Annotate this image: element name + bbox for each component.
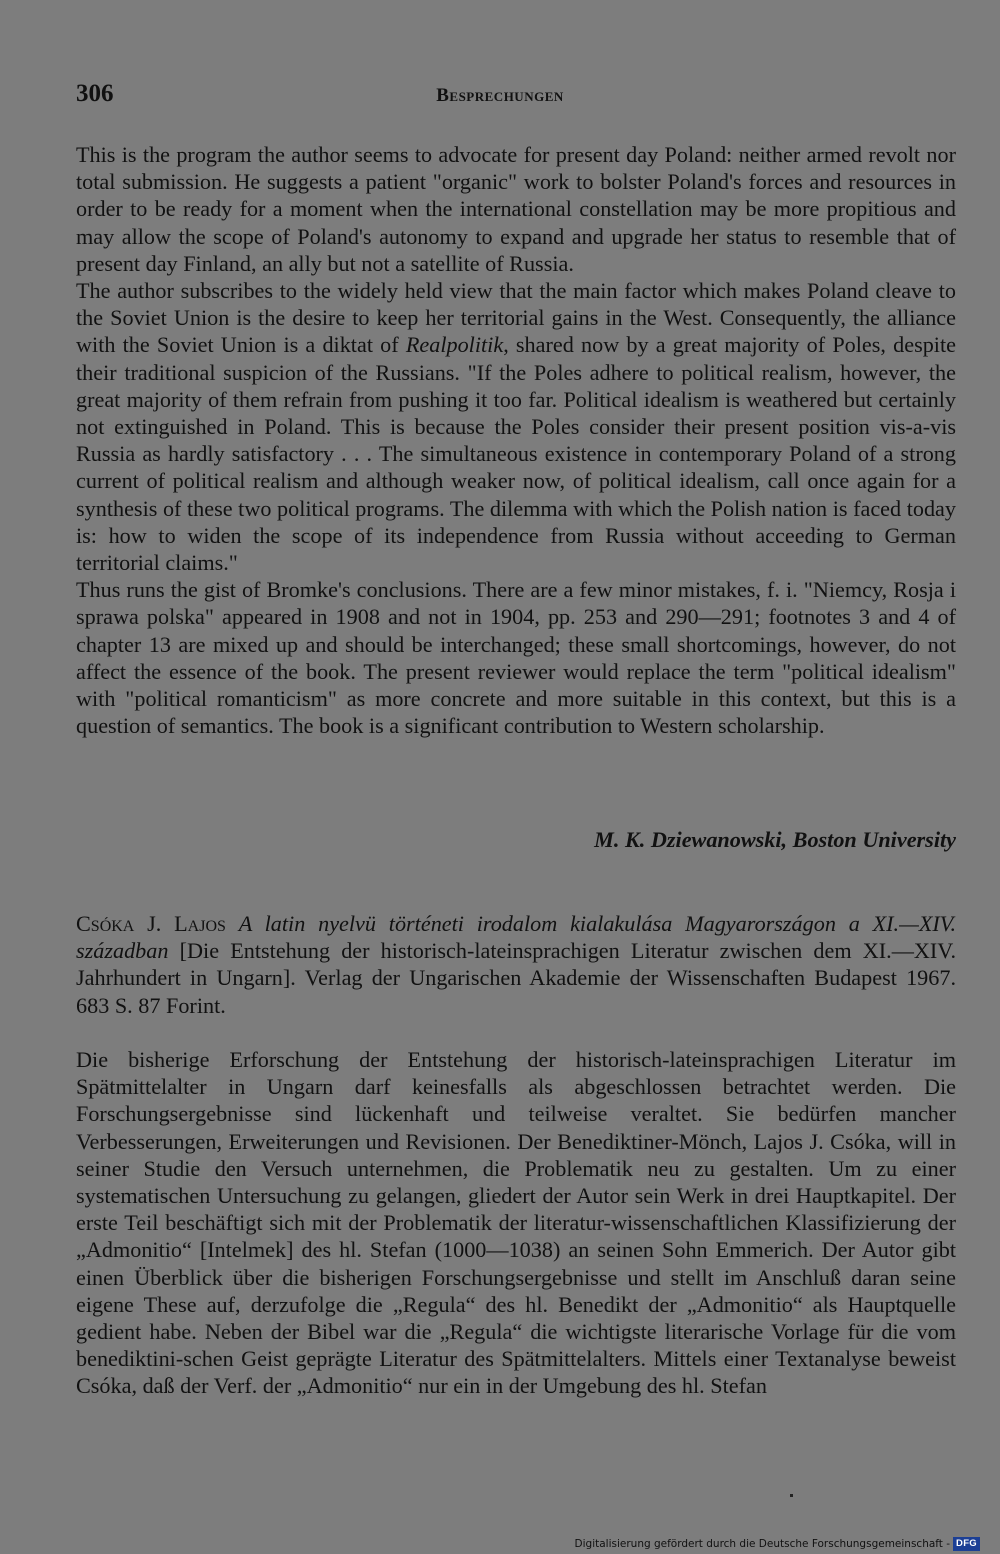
review-paragraph: Thus runs the gist of Bromke's conclusions. There are a few minor mistakes, f. i. "Niemcy, Rosja i sprawa polska" appeared in 1908 and not in 1904, pp. 253 and 290—291; footnotes 3 and 4 of chapter 13 are mixed up and should be interchanged; these small shortcomings, however, do not affect the essence of the book. The present reviewer would replace the term "political idealism" with "political romanticism" as more concrete and more suitable in this context, but this is a question of semantics. The book is a significant contribution to Western scholarship. — [76, 577, 956, 739]
book-title: A latin nyelvü történeti irodalom kialakulása Magyarországon a XI.—XIV. században — [76, 911, 956, 964]
reviewer-signature: M. K. Dziewanowski, Boston University — [594, 827, 956, 852]
page-number: 306 — [76, 80, 114, 107]
footer-text: Digitalisierung gefördert durch die Deutsche Forschungsgemeinschaft - — [574, 1538, 951, 1550]
digitization-footer — [575, 1536, 980, 1552]
bibliographic-citation — [76, 910, 956, 1019]
review-paragraph: Die bisherige Erforschung der Entstehung der historisch-lateinsprachigen Literatur im Spätmittelalter in Ungarn darf keinesfalls als abgeschlossen betrachtet werden. Die Forschungsergebnisse sind lückenhaft und teilweise veraltet. Sie bedürfen mancher Verbesserungen, Erweiterungen und Revisionen. Der Benediktiner-Mönch, Lajos J. Csóka, will in seiner Studie den Versuch unternehmen, die Problematik neu zu gestalten. Um zu einer systematischen Untersuchung zu gelangen, gliedert der Autor sein Werk in drei Hauptkapitel. Der erste Teil beschäftigt sich mit der Problematik der literatur-wissenschaftlichen Klassifizierung der „Admonitio“ [Intelmek] des hl. Stefan (1000—1038) an seinen Sohn Emmerich. Der Autor gibt einen Überblick über die bisherigen Forschungsergebnisse und stellt im Anschluß daran seine eigene These auf, derzufolge die „Regula“ des hl. Benedikt der „Admonitio“ als Hauptquelle gedient habe. Neben der Bibel war die „Regula“ die wichtigste literarische Vorlage für die vom benediktini-schen Geist geprägte Literatur des Spätmittelalters. Mittels einer Textanalyse beweist Csóka, daß der Verf. der „Admonitio“ nur ein in der Umgebung des hl. Stefan — [76, 1047, 956, 1399]
bibliographic-entry — [76, 910, 956, 1019]
scan-speck — [790, 1494, 793, 1497]
book-author: Csóka J. Lajos — [76, 911, 226, 936]
review-paragraph: This is the program the author seems to advocate for present day Poland: neither armed revolt nor total submission. He suggests a patient "organic" work to bolster Poland's forces and resources in order to be ready for a moment when the international constellation may be more propitious and may allow the scope of Poland's autonomy to expand and upgrade her status to resemble that of present day Finland, an ally but not a satellite of Russia. — [76, 142, 956, 276]
running-head: Besprechungen — [436, 85, 564, 106]
paragraph-text: , shared now by a great majority of Poles, despite their traditional suspicion of the Russians. "If the Poles adhere to political realism, however, the great majority of them refrain from pushing it too far. Political idealism is weathered but certainly not extinguished in Poland. This is because the Poles consider their present position vis-a-vis Russia as hardly satisfactory . . . The simultaneous existence in contemporary Poland of a strong current of political realism and although weaker now, of political idealism, call once again for a synthesis of these two political programs. The dilemma with which the Polish nation is faced today is: how to widen the scope of its independence from Russia without acceeding to German territorial claims." — [76, 332, 956, 576]
italic-term: Realpolitik — [405, 332, 504, 358]
dfg-logo-icon: DFG — [953, 1537, 980, 1551]
review-paragraph — [76, 277, 956, 576]
paragraph-text: The author subscribes to the widely held view that the main factor which makes Poland cleave to the Soviet Union is the desire to keep her territorial gains in the West. Consequently, the alliance with the Soviet Union is a diktat of — [76, 278, 956, 358]
review-body-german — [76, 1046, 956, 1400]
book-publication-details: [Die Entstehung der historisch-lateinsprachigen Literatur zwischen dem XI.—XIV. Jahrhundert in Ungarn]. Verlag der Ungarischen Akademie der Wissenschaften Budapest 1967. 683 S. 87 Forint. — [76, 938, 956, 1018]
review-body-english — [76, 141, 956, 739]
